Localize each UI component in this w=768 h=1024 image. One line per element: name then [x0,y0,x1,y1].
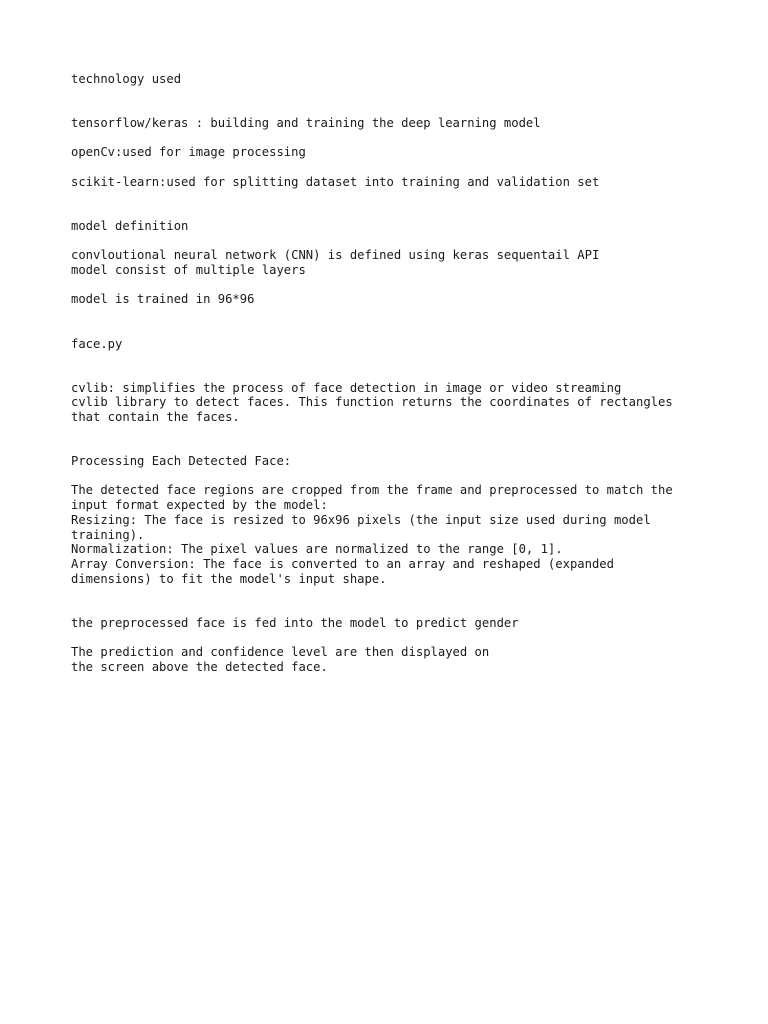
text-line: technology used [71,72,182,86]
text-line: Processing Each Detected Face: [71,454,292,469]
text-line: training). [71,527,145,542]
text-line: that contain the faces. [71,409,240,424]
blank-line [71,351,751,366]
text-line: face.py [71,336,123,351]
text-line: Array Conversion: The face is converted to an array and reshaped (expanded [71,556,614,571]
blank-line [71,366,751,381]
text-line: the preprocessed face is fed into the model to predict gender [71,615,519,630]
blank-line [71,190,751,205]
text-line: cvlib: simplifies the process of face detection in image or video streaming [71,380,622,395]
text-line: tensorflow/keras : building and training the deep learning model [71,116,541,131]
text-line: model consist of multiple layers [71,263,306,278]
blank-line [71,630,751,645]
blank-line [71,131,751,146]
blank-line [71,101,751,116]
text-line: The prediction and confidence level are then displayed on [71,645,490,660]
blank-line [71,160,751,175]
blank-line [71,307,751,322]
blank-line [71,586,751,601]
blank-line [71,601,751,616]
blank-line [71,469,751,484]
text-line: The detected face regions are cropped from the frame and preprocessed to match the [71,483,673,498]
text-line: model definition [71,218,189,233]
blank-line [71,278,751,293]
blank-line [71,322,751,337]
blank-line [71,204,751,219]
text-line: dimensions) to fit the model's input shape. [71,571,387,586]
blank-line [71,87,751,102]
text-line: scikit-learn:used for splitting dataset into training and validation set [71,174,600,189]
text-line: convloutional neural network (CNN) is defined using keras sequentail API [71,248,600,263]
blank-line [71,234,751,249]
text-line: openCv:used for image processing [71,145,306,160]
text-line: Resizing: The face is resized to 96x96 pixels (the input size used during model [71,512,651,527]
text-line: model is trained in 96*96 [71,292,255,307]
text-line: input format expected by the model: [71,498,328,513]
blank-line [71,439,751,454]
document-body [71,72,751,675]
text-line: cvlib library to detect faces. This function returns the coordinates of rectangles [71,395,673,410]
text-line: the screen above the detected face. [71,659,328,674]
blank-line [71,425,751,440]
text-line: Normalization: The pixel values are normalized to the range [0, 1]. [71,542,563,557]
